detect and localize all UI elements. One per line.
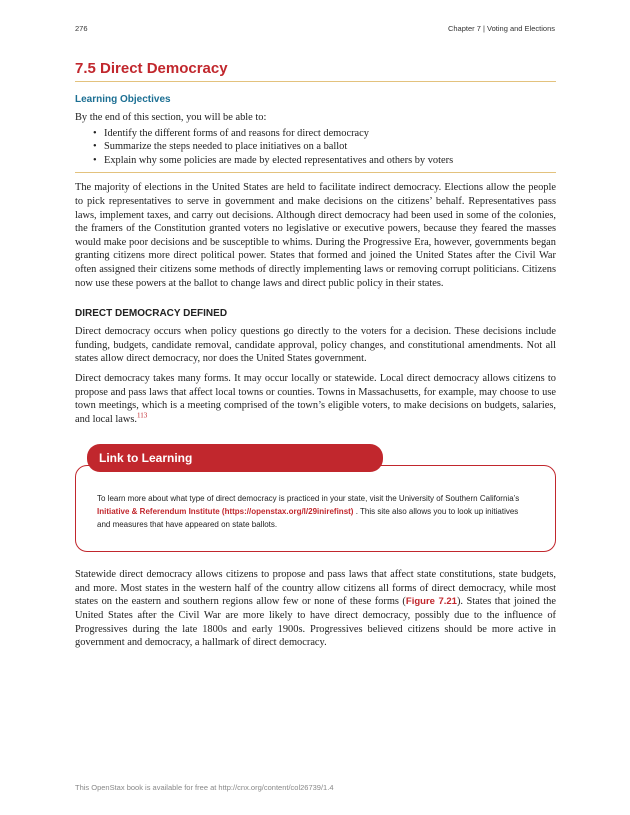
subsection-heading: DIRECT DEMOCRACY DEFINED <box>75 308 228 320</box>
section-title: 7.5 Direct Democracy <box>75 60 556 82</box>
closing-paragraph: Statewide direct democracy allows citizens to propose and pass laws that affect state constitutions, state budgets, and more. Most states in the western half of the country allow citizens all forms of direct democracy, while most states on the eastern and southern regions allow few or none of these forms (Figure 7.21). States that joined the United States after the Civil War are more likely to have direct democracy, possibly due to the influence of Progressives during the late 1800s and early 1900s. Progressives believed citizens should be more active in government and democracy, a hallmark of direct democracy. <box>75 569 556 649</box>
footer-note: This OpenStax book is available for free at http://cnx.org/content/col26739/1.4 <box>75 783 334 792</box>
bullet-icon: • <box>93 141 97 153</box>
chapter-header: Chapter 7 | Voting and Elections <box>447 24 555 33</box>
bullet-icon: • <box>93 127 97 139</box>
bullet-icon: • <box>93 154 97 166</box>
learning-objectives-list <box>75 127 556 174</box>
link-to-learning-title: Link to Learning <box>87 444 383 472</box>
forms-paragraph: Direct democracy takes many forms. It may occur locally or statewide. Local direct democracy allows citizens to propose and pass laws that affect local towns or counties. Towns in Massachusetts, for example, may choose to use town meetings, which is a meeting comprised of the town’s eligible voters, to make decisions on budgets, salaries, and local laws.$^{113}$ <box>75 372 556 425</box>
objective-item: • Identify the different forms of and reasons for direct democracy <box>93 127 369 139</box>
footnote-reference[interactable]: 113 <box>137 411 148 420</box>
link-to-learning-box <box>75 444 556 552</box>
initiative-referendum-link[interactable]: Initiative & Referendum Institute (https://openstax.org/l/29inirefinst) <box>97 507 354 517</box>
objective-item: • Summarize the steps needed to place initiatives on a ballot <box>93 141 348 153</box>
figure-reference-link[interactable]: Figure 7.21 <box>405 596 457 608</box>
page-number: 276 <box>75 24 88 33</box>
link-to-learning-text: To learn more about what type of direct democracy is practiced in your state, visit the University of Southern California’s Initiative & Referendum Institute (https://openstax.org/l/29inirefinst) . This site also allows you to look up initiatives and measures that have appeared on state ballots. <box>97 494 520 530</box>
objective-item: • Explain why some policies are made by elected representatives and others by voters <box>93 154 454 166</box>
page-content <box>75 60 556 656</box>
definition-paragraph: Direct democracy occurs when policy questions go directly to the voters for a decision. These decisions include funding, budgets, candidate removal, candidate approval, policy changes, and constitutional amendments. Not all states allow direct democracy, nor does the United States government. <box>75 326 556 365</box>
intro-paragraph: The majority of elections in the United States are held to facilitate indirect democracy. Elections allow the people to pick representatives to serve in government and make decisions on the citizens’ behalf. Representatives pass laws, implement taxes, and carry out decisions. Although direct democracy had been used in some of the colonies, the framers of the Constitution granted voters no legislative or executive powers, because they feared the masses would make poor decisions and be susceptible to whims. During the Progressive Era, however, governments began granting citizens more direct political power. States that formed and joined the United States after the Civil War often assigned their citizens some methods of directly implementing laws or removing corrupt politicians. Citizens now use these powers at the ballot to change laws and direct public policy in their states. <box>75 182 556 289</box>
learning-objectives-intro: By the end of this section, you will be able to: <box>75 112 267 123</box>
learning-objectives-heading: Learning Objectives <box>75 94 171 105</box>
